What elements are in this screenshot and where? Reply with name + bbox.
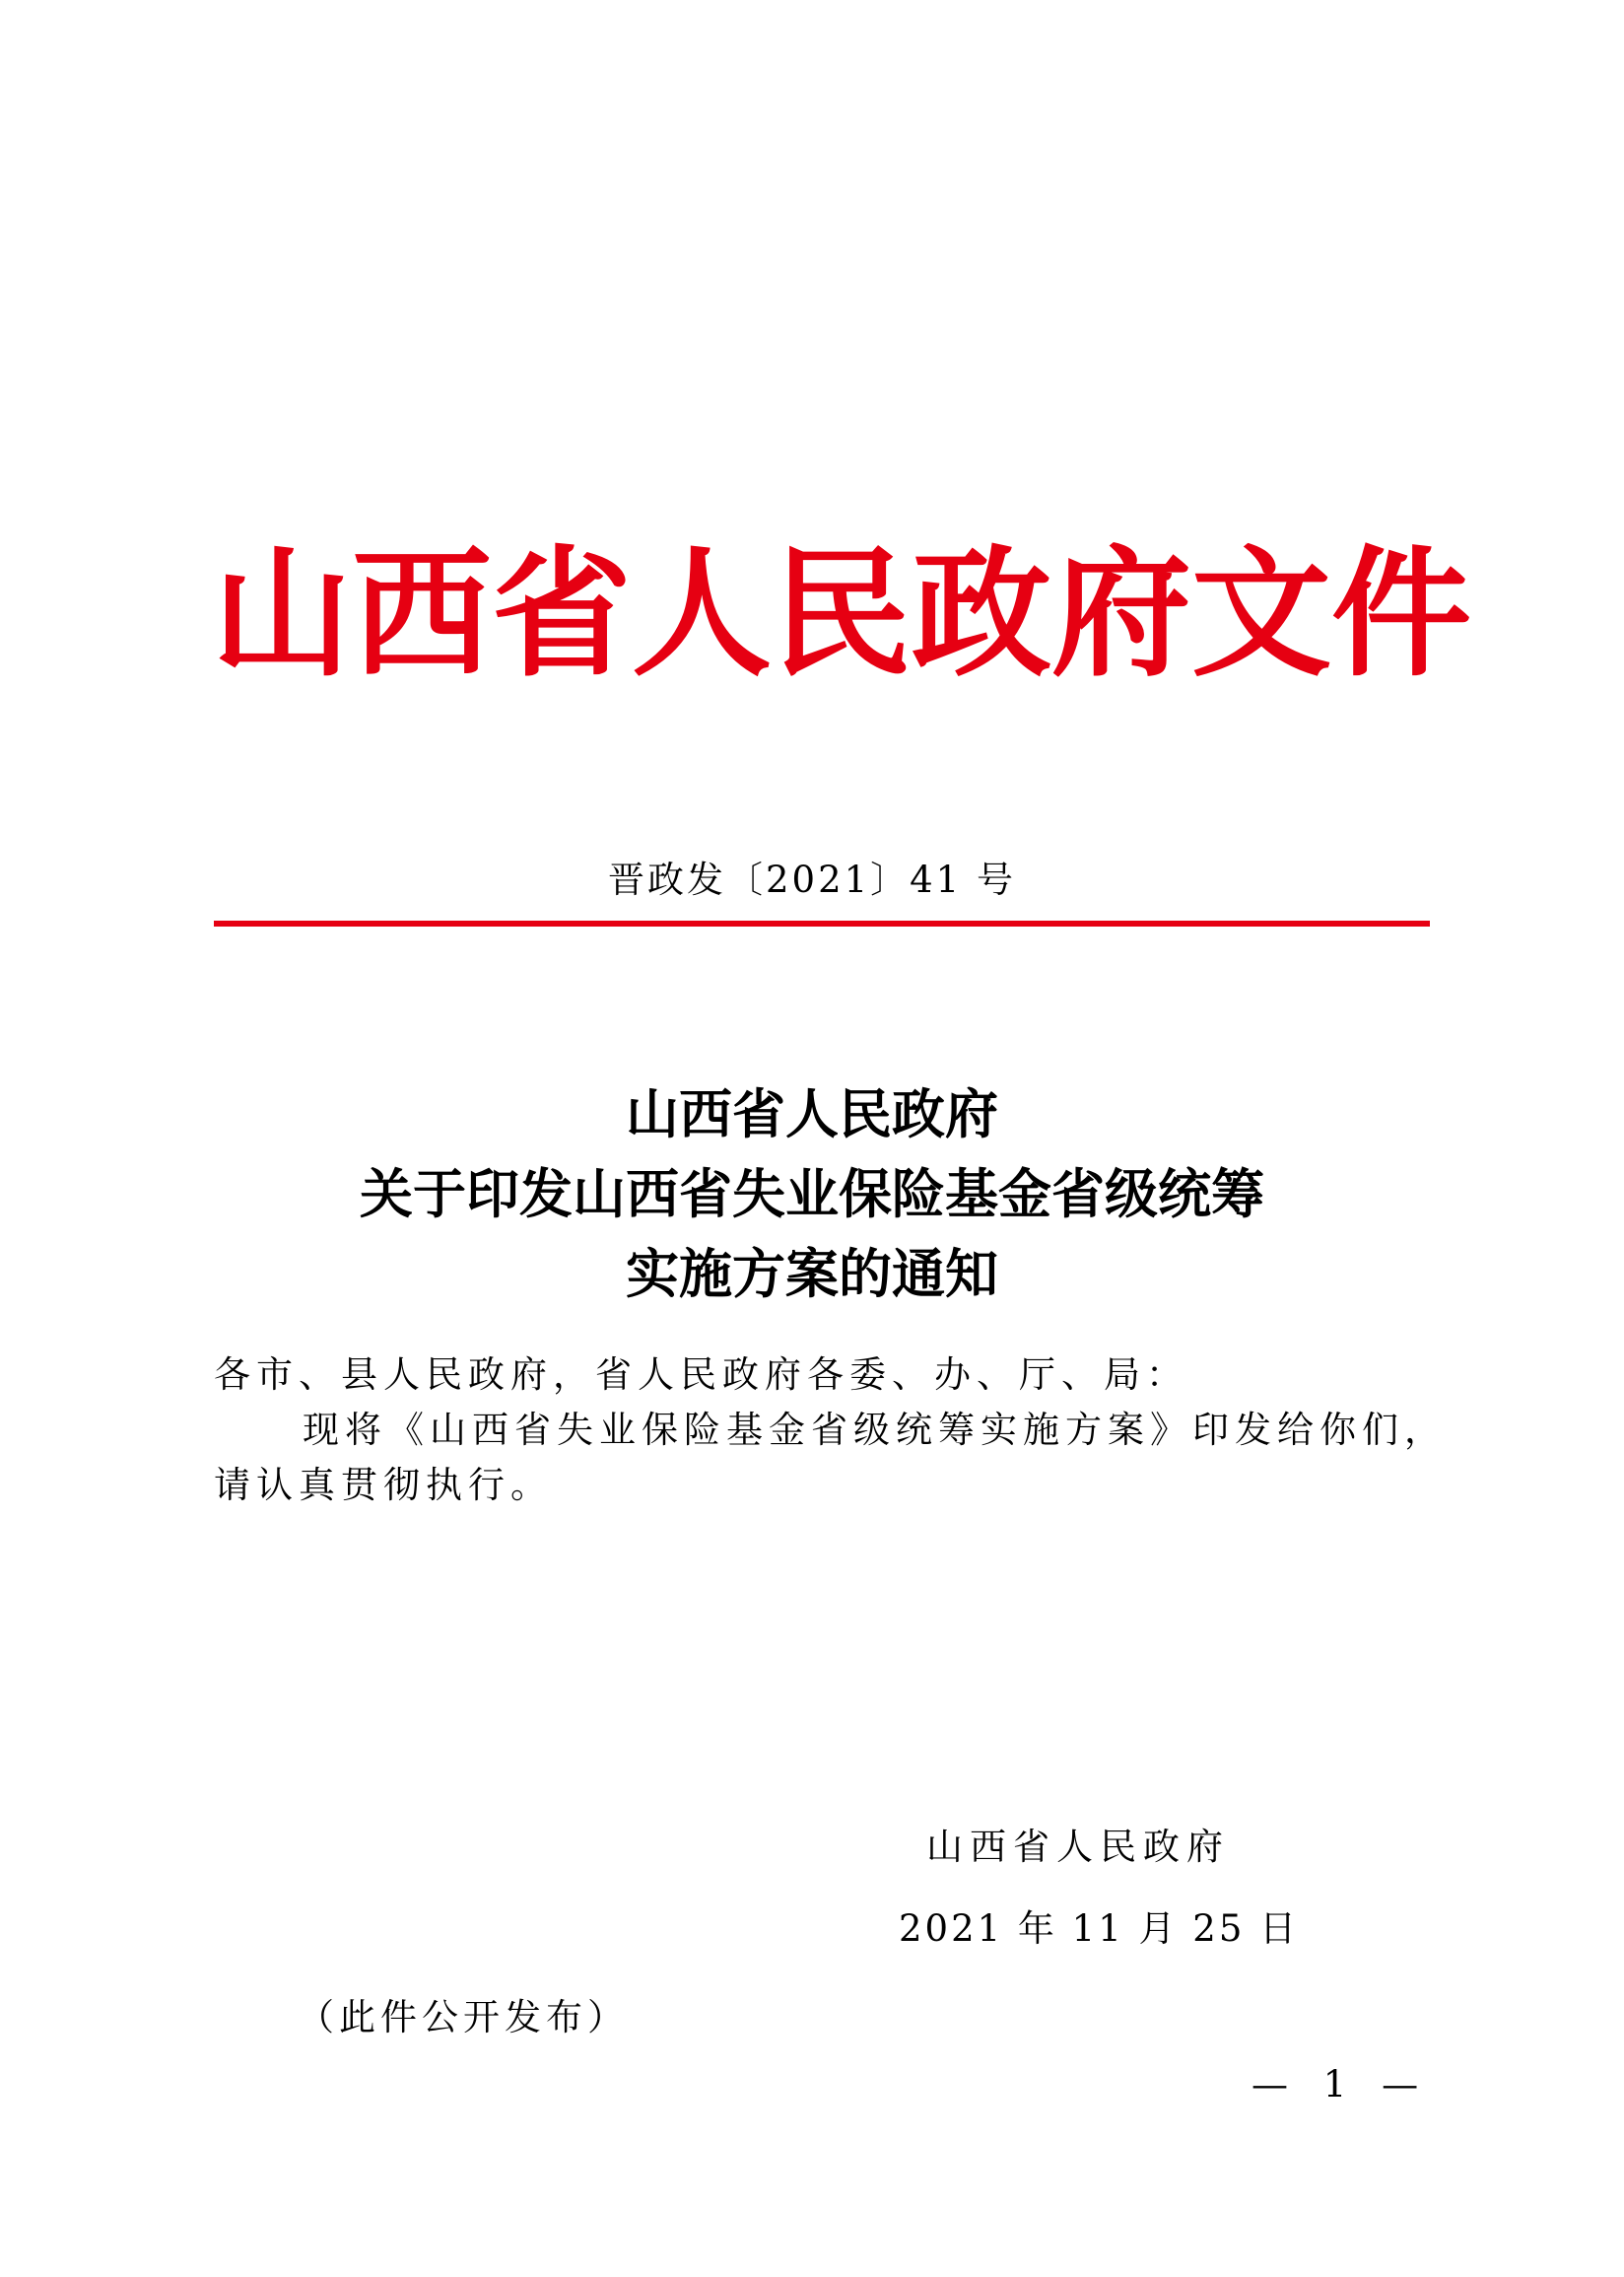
addressee: 各市、县人民政府，省人民政府各委、办、厅、局：	[214, 1353, 1188, 1396]
masthead-char: 人	[632, 531, 772, 696]
masthead-char: 府	[1051, 531, 1191, 696]
title-line: 关于印发山西省失业保险基金省级统筹	[360, 1162, 1264, 1225]
masthead	[212, 508, 1471, 720]
issue-date: 2021 年 11 月 25 日	[899, 1907, 1300, 1950]
masthead-char: 西	[352, 531, 492, 696]
body-paragraph-line: 请认真贯彻执行。	[214, 1464, 553, 1506]
masthead-char: 件	[1331, 531, 1471, 696]
issuer-signature: 山西省人民政府	[926, 1826, 1230, 1868]
document-title	[0, 1074, 1624, 1314]
red-divider-line	[214, 921, 1430, 927]
title-line: 山西省人民政府	[626, 1082, 998, 1145]
public-release-note: （此件公开发布）	[298, 1996, 629, 2038]
masthead-char: 民	[772, 531, 912, 696]
masthead-char: 文	[1191, 531, 1331, 696]
document-number: 晋政发〔2021〕41 号	[607, 859, 1016, 901]
page-number: — 1 —	[1252, 2063, 1431, 2105]
masthead-char: 省	[492, 531, 632, 696]
body-paragraph-line: 现将《山西省失业保险基金省级统筹实施方案》印发给你们，	[303, 1409, 1447, 1451]
title-line: 实施方案的通知	[626, 1242, 998, 1305]
masthead-char: 山	[212, 531, 352, 696]
masthead-char: 政	[912, 531, 1051, 696]
